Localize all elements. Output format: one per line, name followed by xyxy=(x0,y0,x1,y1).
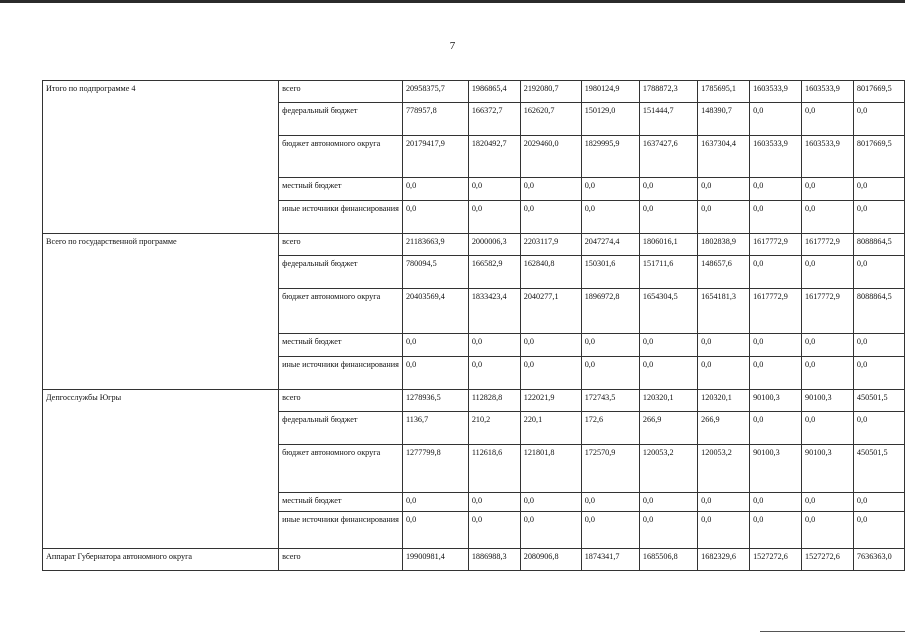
value-cell: 20179417,9 xyxy=(402,136,468,178)
value-cell: 2040277,1 xyxy=(520,289,581,334)
value-cell: 2080906,8 xyxy=(520,549,581,571)
value-cell: 0,0 xyxy=(581,493,639,512)
value-cell: 1603533,9 xyxy=(750,136,802,178)
value-cell: 0,0 xyxy=(468,178,520,201)
funding-source-cell: иные источники финансирования xyxy=(279,512,403,549)
value-cell: 0,0 xyxy=(581,201,639,234)
value-cell: 0,0 xyxy=(802,493,854,512)
value-cell: 0,0 xyxy=(639,201,697,234)
value-cell: 0,0 xyxy=(853,201,904,234)
value-cell: 8088864,5 xyxy=(853,289,904,334)
value-cell: 0,0 xyxy=(853,178,904,201)
value-cell: 148390,7 xyxy=(698,103,750,136)
value-cell: 0,0 xyxy=(639,334,697,357)
value-cell: 0,0 xyxy=(802,256,854,289)
value-cell: 0,0 xyxy=(581,334,639,357)
funding-source-cell: всего xyxy=(279,234,403,256)
value-cell: 0,0 xyxy=(581,357,639,390)
value-cell: 0,0 xyxy=(639,178,697,201)
value-cell: 2000006,3 xyxy=(468,234,520,256)
value-cell: 1617772,9 xyxy=(750,234,802,256)
value-cell: 1829995,9 xyxy=(581,136,639,178)
value-cell: 0,0 xyxy=(853,412,904,445)
value-cell: 0,0 xyxy=(802,178,854,201)
value-cell: 0,0 xyxy=(750,357,802,390)
value-cell: 150129,0 xyxy=(581,103,639,136)
value-cell: 120053,2 xyxy=(639,445,697,493)
value-cell: 90100,3 xyxy=(802,390,854,412)
group-name-cell: Итого по подпрограмме 4 xyxy=(43,81,279,234)
value-cell: 20403569,4 xyxy=(402,289,468,334)
value-cell: 450501,5 xyxy=(853,445,904,493)
value-cell: 1785695,1 xyxy=(698,81,750,103)
value-cell: 1682329,6 xyxy=(698,549,750,571)
value-cell: 148657,6 xyxy=(698,256,750,289)
value-cell: 0,0 xyxy=(402,512,468,549)
value-cell: 0,0 xyxy=(698,178,750,201)
value-cell: 1986865,4 xyxy=(468,81,520,103)
table-row xyxy=(43,81,905,103)
funding-source-cell: бюджет автономного округа xyxy=(279,289,403,334)
group-name-cell: Депгосслужбы Югры xyxy=(43,390,279,549)
funding-source-cell: федеральный бюджет xyxy=(279,412,403,445)
value-cell: 1874341,7 xyxy=(581,549,639,571)
value-cell: 220,1 xyxy=(520,412,581,445)
value-cell: 0,0 xyxy=(750,334,802,357)
funding-source-cell: местный бюджет xyxy=(279,178,403,201)
value-cell: 0,0 xyxy=(468,493,520,512)
value-cell: 0,0 xyxy=(853,334,904,357)
value-cell: 0,0 xyxy=(402,357,468,390)
value-cell: 1617772,9 xyxy=(802,234,854,256)
value-cell: 0,0 xyxy=(520,512,581,549)
value-cell: 0,0 xyxy=(698,201,750,234)
value-cell: 112618,6 xyxy=(468,445,520,493)
value-cell: 0,0 xyxy=(853,493,904,512)
value-cell: 450501,5 xyxy=(853,390,904,412)
value-cell: 0,0 xyxy=(853,256,904,289)
value-cell: 0,0 xyxy=(468,357,520,390)
value-cell: 2203117,9 xyxy=(520,234,581,256)
value-cell: 172,6 xyxy=(581,412,639,445)
value-cell: 0,0 xyxy=(853,103,904,136)
value-cell: 1886988,3 xyxy=(468,549,520,571)
value-cell: 120053,2 xyxy=(698,445,750,493)
value-cell: 2047274,4 xyxy=(581,234,639,256)
value-cell: 0,0 xyxy=(468,334,520,357)
value-cell: 1617772,9 xyxy=(802,289,854,334)
value-cell: 1788872,3 xyxy=(639,81,697,103)
budget-table xyxy=(42,80,905,571)
value-cell: 8017669,5 xyxy=(853,81,904,103)
value-cell: 0,0 xyxy=(581,512,639,549)
table-row xyxy=(43,549,905,571)
value-cell: 0,0 xyxy=(802,334,854,357)
value-cell: 778957,8 xyxy=(402,103,468,136)
funding-source-cell: бюджет автономного округа xyxy=(279,445,403,493)
value-cell: 0,0 xyxy=(750,512,802,549)
value-cell: 166582,9 xyxy=(468,256,520,289)
value-cell: 0,0 xyxy=(402,201,468,234)
value-cell: 172743,5 xyxy=(581,390,639,412)
value-cell: 1527272,6 xyxy=(802,549,854,571)
table-row xyxy=(43,390,905,412)
value-cell: 0,0 xyxy=(520,178,581,201)
value-cell: 7636363,0 xyxy=(853,549,904,571)
value-cell: 0,0 xyxy=(750,412,802,445)
value-cell: 122021,9 xyxy=(520,390,581,412)
value-cell: 162840,8 xyxy=(520,256,581,289)
value-cell: 120320,1 xyxy=(698,390,750,412)
value-cell: 0,0 xyxy=(853,357,904,390)
value-cell: 8017669,5 xyxy=(853,136,904,178)
value-cell: 1527272,6 xyxy=(750,549,802,571)
value-cell: 0,0 xyxy=(750,493,802,512)
funding-source-cell: всего xyxy=(279,81,403,103)
value-cell: 1637427,6 xyxy=(639,136,697,178)
value-cell: 0,0 xyxy=(402,334,468,357)
value-cell: 0,0 xyxy=(520,201,581,234)
value-cell: 0,0 xyxy=(639,357,697,390)
value-cell: 0,0 xyxy=(802,357,854,390)
value-cell: 1806016,1 xyxy=(639,234,697,256)
value-cell: 1617772,9 xyxy=(750,289,802,334)
value-cell: 0,0 xyxy=(802,412,854,445)
value-cell: 0,0 xyxy=(402,178,468,201)
funding-source-cell: всего xyxy=(279,549,403,571)
value-cell: 0,0 xyxy=(698,493,750,512)
value-cell: 0,0 xyxy=(750,201,802,234)
value-cell: 0,0 xyxy=(520,357,581,390)
value-cell: 0,0 xyxy=(468,201,520,234)
value-cell: 121801,8 xyxy=(520,445,581,493)
value-cell: 0,0 xyxy=(802,512,854,549)
funding-source-cell: всего xyxy=(279,390,403,412)
value-cell: 0,0 xyxy=(639,512,697,549)
value-cell: 1278936,5 xyxy=(402,390,468,412)
funding-source-cell: федеральный бюджет xyxy=(279,103,403,136)
value-cell: 1896972,8 xyxy=(581,289,639,334)
value-cell: 151444,7 xyxy=(639,103,697,136)
value-cell: 0,0 xyxy=(802,103,854,136)
value-cell: 0,0 xyxy=(698,357,750,390)
top-border-rule xyxy=(0,0,905,3)
value-cell: 1277799,8 xyxy=(402,445,468,493)
value-cell: 1603533,9 xyxy=(750,81,802,103)
value-cell: 1833423,4 xyxy=(468,289,520,334)
value-cell: 0,0 xyxy=(639,493,697,512)
value-cell: 1685506,8 xyxy=(639,549,697,571)
value-cell: 0,0 xyxy=(520,334,581,357)
value-cell: 8088864,5 xyxy=(853,234,904,256)
value-cell: 90100,3 xyxy=(750,390,802,412)
value-cell: 112828,8 xyxy=(468,390,520,412)
value-cell: 266,9 xyxy=(698,412,750,445)
value-cell: 0,0 xyxy=(853,512,904,549)
value-cell: 0,0 xyxy=(750,103,802,136)
value-cell: 120320,1 xyxy=(639,390,697,412)
value-cell: 21183663,9 xyxy=(402,234,468,256)
group-name-cell: Аппарат Губернатора автономного округа xyxy=(43,549,279,571)
value-cell: 1654181,3 xyxy=(698,289,750,334)
value-cell: 0,0 xyxy=(402,493,468,512)
funding-source-cell: федеральный бюджет xyxy=(279,256,403,289)
value-cell: 780094,5 xyxy=(402,256,468,289)
value-cell: 90100,3 xyxy=(750,445,802,493)
group-name-cell: Всего по государственной программе xyxy=(43,234,279,390)
value-cell: 1802838,9 xyxy=(698,234,750,256)
value-cell: 0,0 xyxy=(698,512,750,549)
value-cell: 1637304,4 xyxy=(698,136,750,178)
value-cell: 2029460,0 xyxy=(520,136,581,178)
page-number: 7 xyxy=(449,40,456,52)
bottom-rule xyxy=(760,631,905,632)
value-cell: 0,0 xyxy=(802,201,854,234)
value-cell: 0,0 xyxy=(750,256,802,289)
funding-source-cell: местный бюджет xyxy=(279,334,403,357)
value-cell: 0,0 xyxy=(698,334,750,357)
value-cell: 20958375,7 xyxy=(402,81,468,103)
value-cell: 150301,6 xyxy=(581,256,639,289)
value-cell: 210,2 xyxy=(468,412,520,445)
funding-source-cell: местный бюджет xyxy=(279,493,403,512)
value-cell: 162620,7 xyxy=(520,103,581,136)
value-cell: 166372,7 xyxy=(468,103,520,136)
value-cell: 1654304,5 xyxy=(639,289,697,334)
value-cell: 1603533,9 xyxy=(802,81,854,103)
value-cell: 0,0 xyxy=(750,178,802,201)
value-cell: 0,0 xyxy=(468,512,520,549)
value-cell: 1136,7 xyxy=(402,412,468,445)
value-cell: 0,0 xyxy=(581,178,639,201)
value-cell: 90100,3 xyxy=(802,445,854,493)
value-cell: 0,0 xyxy=(520,493,581,512)
value-cell: 19900981,4 xyxy=(402,549,468,571)
funding-source-cell: бюджет автономного округа xyxy=(279,136,403,178)
value-cell: 151711,6 xyxy=(639,256,697,289)
funding-source-cell: иные источники финансирования xyxy=(279,357,403,390)
value-cell: 172570,9 xyxy=(581,445,639,493)
value-cell: 2192080,7 xyxy=(520,81,581,103)
value-cell: 1980124,9 xyxy=(581,81,639,103)
value-cell: 266,9 xyxy=(639,412,697,445)
table-row xyxy=(43,234,905,256)
value-cell: 1603533,9 xyxy=(802,136,854,178)
value-cell: 1820492,7 xyxy=(468,136,520,178)
funding-source-cell: иные источники финансирования xyxy=(279,201,403,234)
